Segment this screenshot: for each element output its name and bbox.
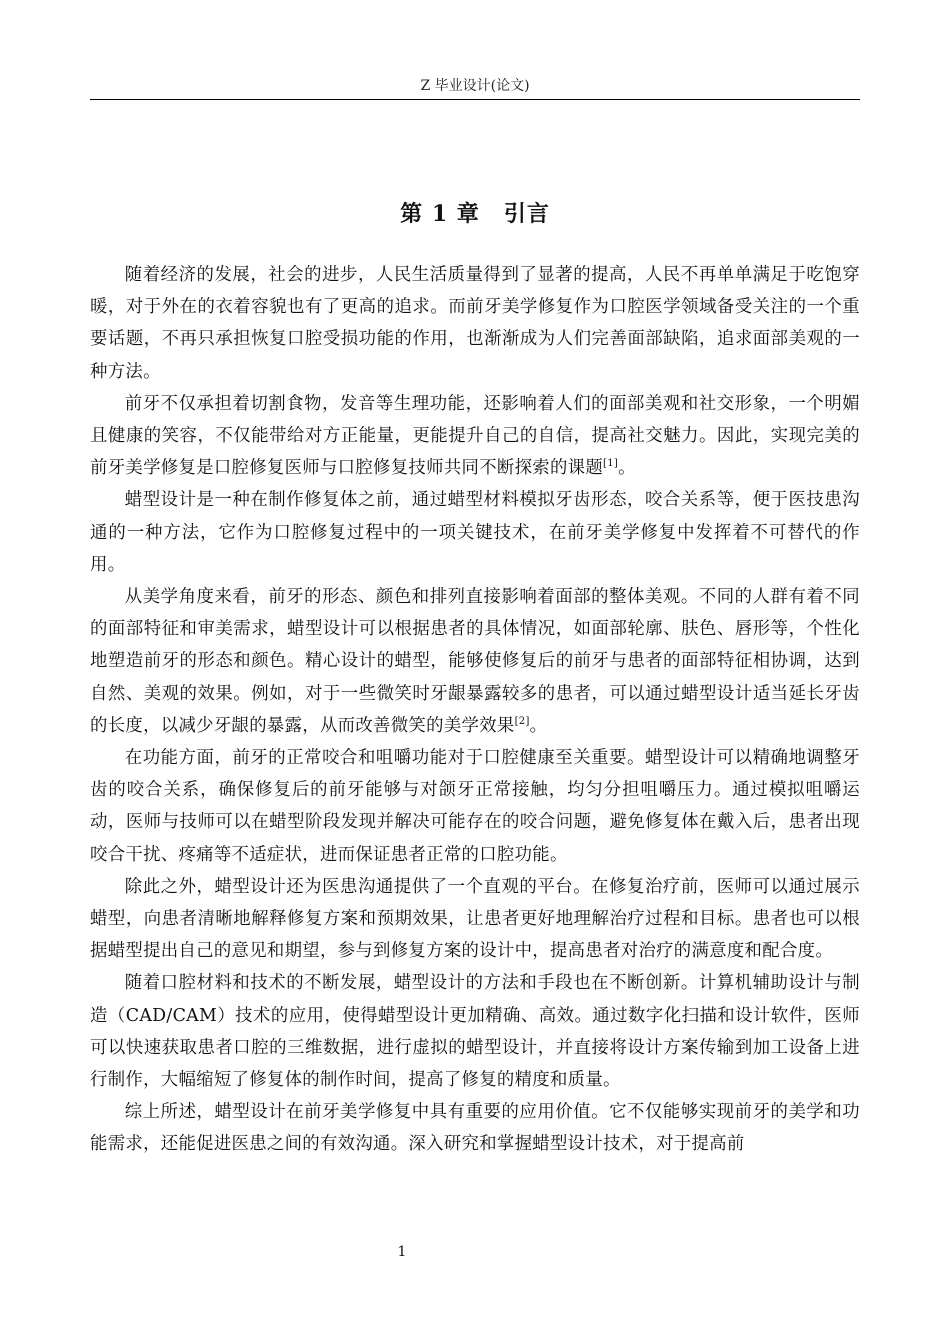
paragraph: 从美学角度来看，前牙的形态、颜色和排列直接影响着面部的整体美观。不同的人群有着不同的面部特征和审美需求，蜡型设计可以根据患者的具体情况，如面部轮廓、肤色、唇形等，个性化地塑造前牙的形态和颜色。精心设计的蜡型，能够使修复后的前牙与患者的面部特征相协调，达到自然、美观的效果。例如，对于一些微笑时牙龈暴露较多的患者，可以通过蜡型设计适当延长牙齿的长度，以减少牙龈的暴露，从而改善微笑的美学效果[2]。 xyxy=(90,587,860,736)
paragraph: 随着经济的发展，社会的进步，人民生活质量得到了显著的提高，人民不再单单满足于吃饱穿暖，对于外在的衣着容貌也有了更高的追求。而前牙美学修复作为口腔医学领域备受关注的一个重要话题，不再只承担恢复口腔受损功能的作用，也渐渐成为人们完善面部缺陷，追求面部美观的一种方法。 xyxy=(90,265,860,382)
paragraph: 前牙不仅承担着切割食物，发音等生理功能，还影响着人们的面部美观和社交形象，一个明媚且健康的笑容，不仅能带给对方正能量，更能提升自己的自信，提高社交魅力。因此，实现完美的前牙美学修复是口腔修复医师与口腔修复技师共同不断探索的课题[1]。 xyxy=(90,393,860,479)
running-header: Z 毕业设计(论文) xyxy=(420,78,530,94)
header-rule xyxy=(90,99,860,100)
paragraph: 除此之外，蜡型设计还为医患沟通提供了一个直观的平台。在修复治疗前，医师可以通过展示蜡型，向患者清晰地解释修复方案和预期效果，让患者更好地理解治疗过程和目标。患者也可以根据蜡型提出自己的意见和期望，参与到修复方案的设计中，提高患者对治疗的满意度和配合度。 xyxy=(90,876,860,962)
paragraph: 在功能方面，前牙的正常咬合和咀嚼功能对于口腔健康至关重要。蜡型设计可以精确地调整牙齿的咬合关系，确保修复后的前牙能够与对颌牙正常接触，均匀分担咀嚼压力。通过模拟咀嚼运动，医师与技师可以在蜡型阶段发现并解决可能存在的咬合问题，避免修复体在戴入后，患者出现咬合干扰、疼痛等不适症状，进而保证患者正常的口腔功能。 xyxy=(90,748,860,865)
citation-ref: [2] xyxy=(514,715,530,727)
chapter-number: 第 1 章 xyxy=(400,201,480,227)
paragraph: 随着口腔材料和技术的不断发展，蜡型设计的方法和手段也在不断创新。计算机辅助设计与制造（CAD/CAM）技术的应用，使得蜡型设计更加精确、高效。通过数字化扫描和设计软件，医师可以快速获取患者口腔的三维数据，进行虚拟的蜡型设计，并直接将设计方案传输到加工设备上进行制作，大幅缩短了修复体的制作时间，提高了修复的精度和质量。 xyxy=(90,973,860,1091)
chapter-title: 引言 xyxy=(503,201,550,227)
paragraph: 蜡型设计是一种在制作修复体之前，通过蜡型材料模拟牙齿形态，咬合关系等，便于医技患沟通的一种方法，它作为口腔修复过程中的一项关键技术，在前牙美学修复中发挥着不可替代的作用。 xyxy=(90,490,860,575)
citation-ref: [1] xyxy=(603,458,619,470)
page-number: 1 xyxy=(397,1244,407,1260)
paragraph: 综上所述，蜡型设计在前牙美学修复中具有重要的应用价值。它不仅能够实现前牙的美学和功能需求，还能促进医患之间的有效沟通。深入研究和掌握蜡型设计技术，对于提高前 xyxy=(90,1102,860,1155)
body-text xyxy=(90,259,860,1161)
chapter-heading xyxy=(90,198,860,230)
